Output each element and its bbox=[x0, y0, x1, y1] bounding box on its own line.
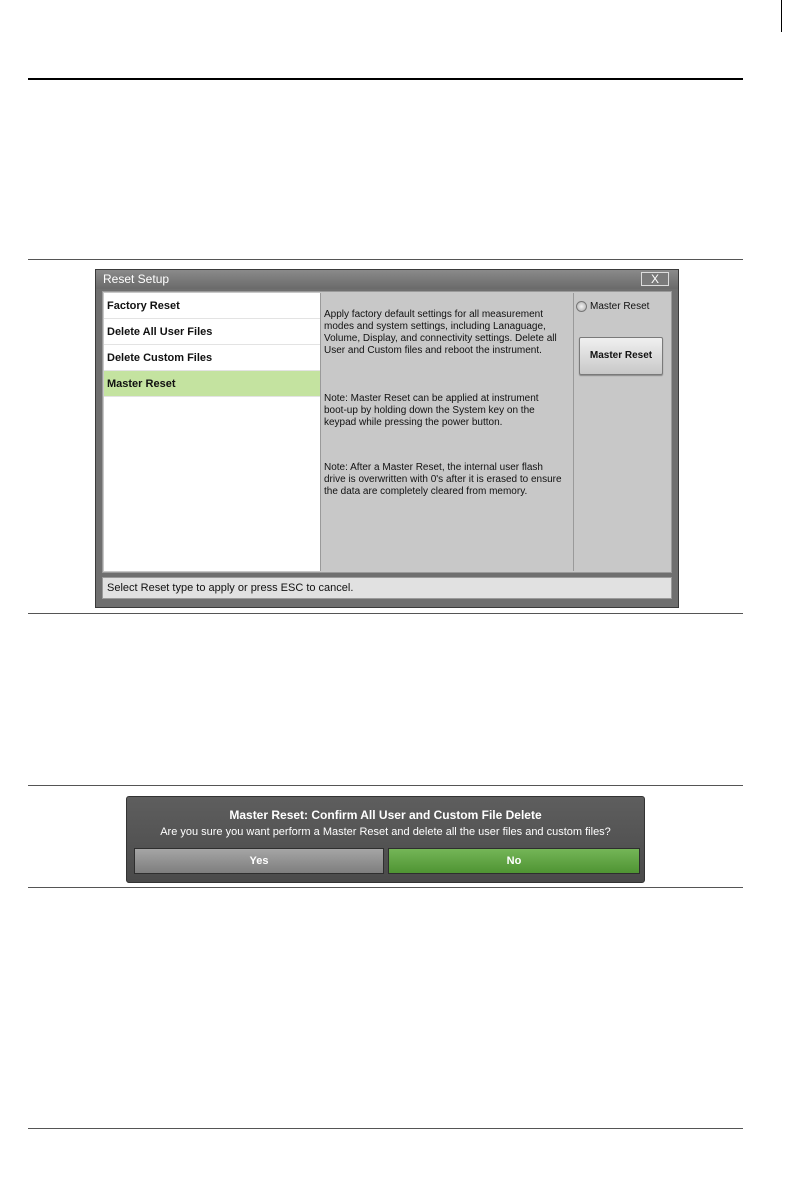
confirm-dialog bbox=[126, 796, 645, 883]
figure-rule-top-2 bbox=[28, 785, 743, 786]
list-item-delete-all-user-files[interactable]: Delete All User Files bbox=[104, 319, 320, 345]
window-title: Reset Setup bbox=[103, 272, 170, 286]
reset-setup-window bbox=[95, 269, 679, 608]
master-reset-radio-row[interactable] bbox=[576, 301, 649, 312]
no-button[interactable]: No bbox=[388, 848, 640, 874]
header-rule bbox=[28, 78, 743, 80]
reset-type-list bbox=[104, 293, 321, 571]
window-titlebar bbox=[96, 270, 678, 289]
master-reset-button[interactable]: Master Reset bbox=[579, 337, 663, 375]
figure-rule-top bbox=[28, 259, 743, 260]
reset-description bbox=[324, 309, 562, 531]
action-panel bbox=[573, 293, 671, 571]
figure-rule-bottom-2 bbox=[28, 887, 743, 888]
description-note-flash: Note: After a Master Reset, the internal user flash drive is overwritten with 0's after it is erased to ensure the data are completely cleared from memory. bbox=[324, 462, 562, 497]
figure-rule-bottom bbox=[28, 613, 743, 614]
dialog-title: Master Reset: Confirm All User and Custom File Delete bbox=[229, 808, 542, 822]
footer-rule bbox=[28, 1128, 743, 1129]
crop-mark bbox=[781, 0, 782, 32]
radio-button[interactable] bbox=[576, 301, 587, 312]
yes-button[interactable]: Yes bbox=[134, 848, 384, 874]
list-item-delete-custom-files[interactable]: Delete Custom Files bbox=[104, 345, 320, 371]
list-item-master-reset[interactable]: Master Reset bbox=[104, 371, 320, 397]
radio-label: Master Reset bbox=[590, 301, 650, 313]
list-item-factory-reset[interactable]: Factory Reset bbox=[104, 293, 320, 319]
dialog-message: Are you sure you want perform a Master Reset and delete all the user files and custom files? bbox=[160, 826, 611, 838]
status-bar: Select Reset type to apply or press ESC to cancel. bbox=[102, 577, 672, 599]
window-content bbox=[102, 291, 672, 573]
description-paragraph: Apply factory default settings for all measurement modes and system settings, including Lanaguage, Volume, Display, and connectivity settings. Delete all User and Custom files and reboot the instrument. bbox=[324, 309, 557, 356]
description-note-bootup: Note: Master Reset can be applied at instrument boot-up by holding down the System key on the keypad while pressing the power button. bbox=[324, 393, 539, 428]
close-button[interactable]: X bbox=[641, 272, 669, 286]
